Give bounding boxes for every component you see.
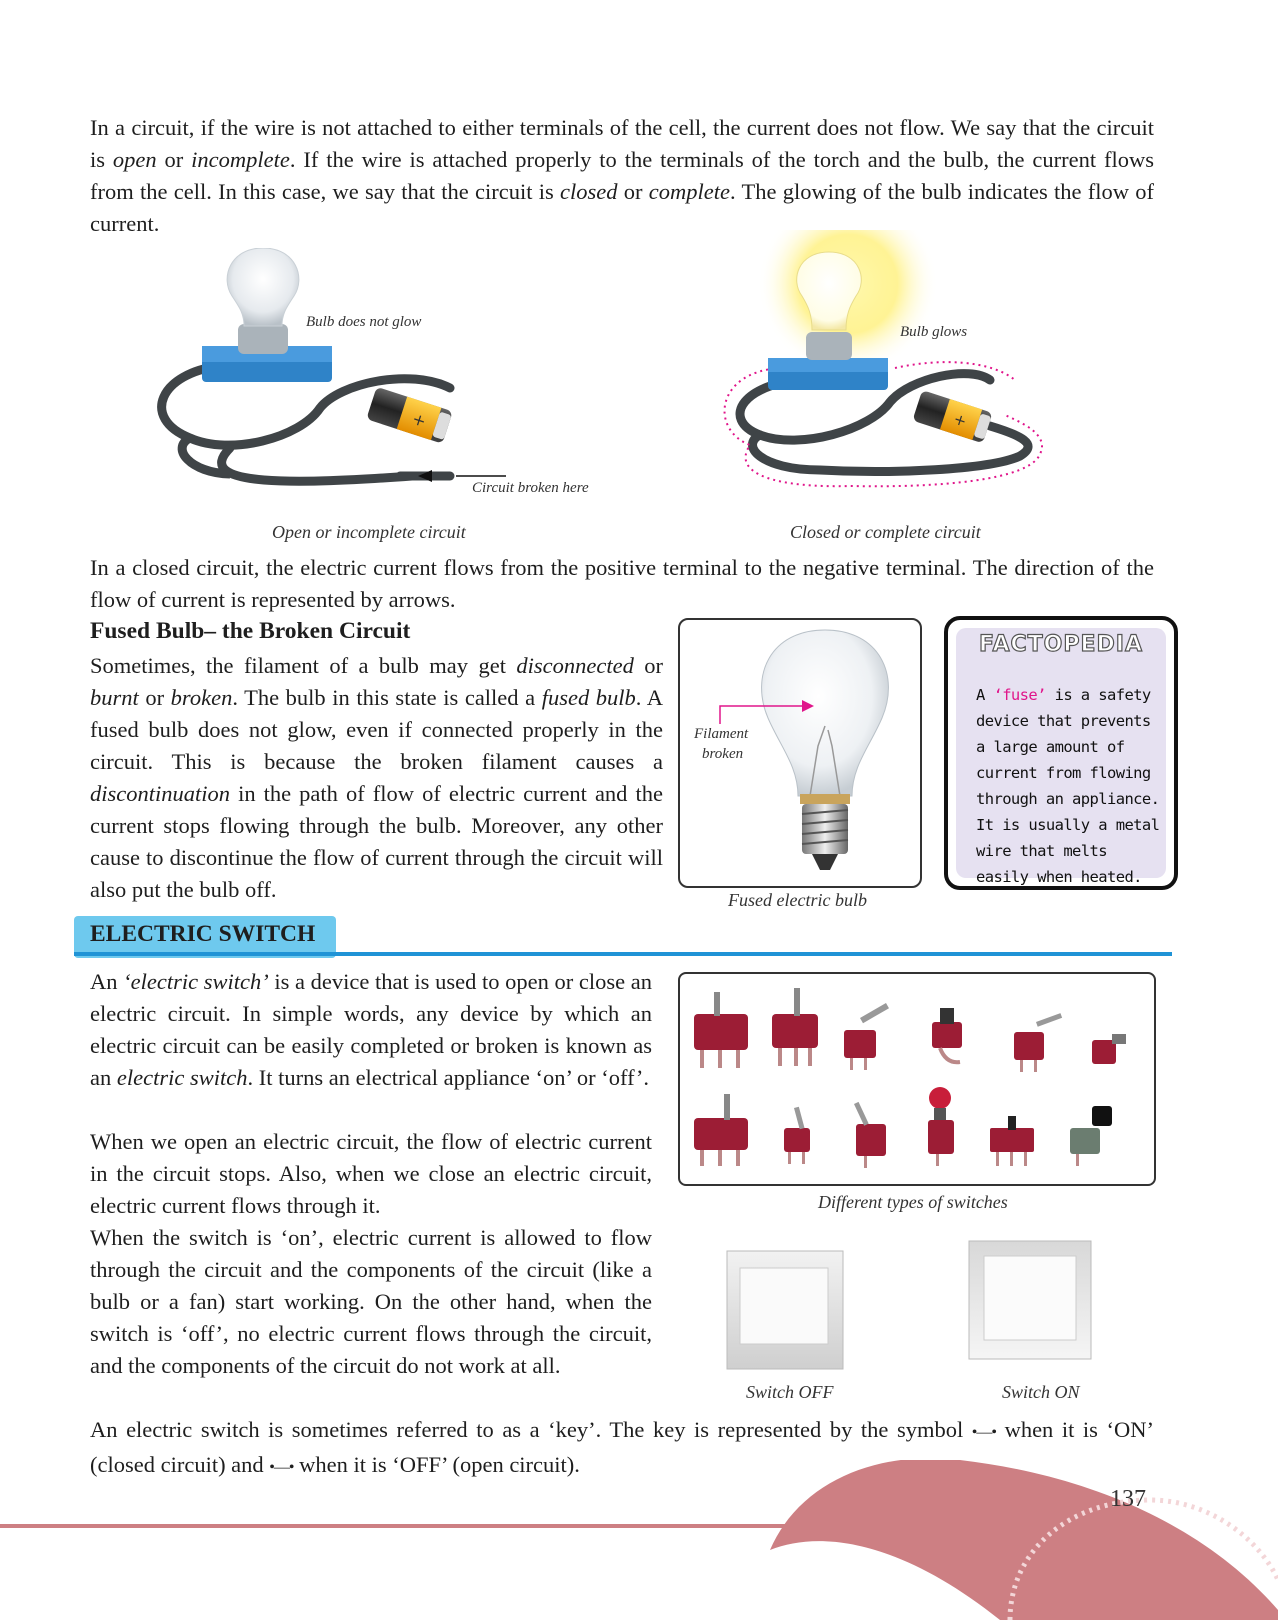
switch-off-illustration [726, 1250, 844, 1370]
switch-paragraph-1: An ‘electric switch’ is a device that is used to open or close an electric circuit. In simple words, any device by which an electric circuit can be easily completed or broken is known as an electric switch. It turns an electrical appliance ‘on’ or ‘off’. [90, 969, 652, 1090]
fused-bulb-illustration [750, 626, 900, 878]
switch-on-illustration [968, 1240, 1092, 1360]
filament-pointer [690, 690, 820, 730]
fused-bulb-caption: Fused electric bulb [728, 890, 867, 910]
label-bulb-not-glow: Bulb does not glow [306, 314, 422, 330]
toggle-switch [694, 992, 748, 1068]
push-switch [928, 1087, 954, 1166]
slide-switch [990, 1116, 1034, 1166]
fused-bulb-heading: Fused Bulb– the Broken Circuit [90, 618, 411, 644]
closed-circuit-paragraph: In a closed circuit, the electric current flows from the positive terminal to the negative terminal. The direction of the flow of current is represented by arrows. [90, 555, 1154, 612]
key-paragraph: An electric switch is sometimes referred to as a ‘key’. The key is represented by the symbol •—• when it is ‘ON’ (closed circuit) and •—• when it is ‘OFF’ (open circuit). [90, 1417, 1154, 1477]
key-on-symbol: •—• [971, 1424, 996, 1441]
bulb-glass [227, 248, 299, 326]
section-divider [74, 952, 1172, 956]
factopedia-title: FACTOPEDIA [978, 632, 1143, 657]
factopedia-box [944, 616, 1178, 890]
toggle-switch [772, 988, 818, 1066]
label-circuit-broken: Circuit broken here [472, 480, 589, 496]
key-off-symbol: •—• [269, 1459, 294, 1476]
push-switch [932, 1008, 962, 1062]
page-number: 137 [1110, 1486, 1146, 1512]
filament-label: broken [702, 746, 744, 762]
footer-arc [770, 1460, 1278, 1620]
toggle-switch [784, 1107, 810, 1164]
switch-paragraph-3: When the switch is ‘on’, electric current is allowed to flow through the circuit and the components of the circuit (like a bulb or a fan) start working. On the other hand, when the switch is ‘off’, no electric current flows through the circuit, and the components of the circuit do not work at all. [90, 1225, 652, 1378]
switches-caption: Different types of switches [818, 1192, 1008, 1212]
switch-off-caption: Switch OFF [746, 1382, 834, 1402]
fuse-term: ‘fuse’ [993, 686, 1046, 704]
switch-paragraph-2: When we open an electric circuit, the flow of electric current in the circuit stops. Also, when we close an electric circuit, electric current flows through it. [90, 1129, 652, 1218]
wire [753, 426, 1029, 471]
wire [222, 448, 412, 481]
intro-paragraph: In a circuit, if the wire is not attached to either terminals of the cell, the current does not flow. We say that the circuit is open or incomplete. If the wire is attached properly to the terminals of the torch and the bulb, the current flows from the cell. In this case, we say that the circuit is closed or complete. The glowing of the bulb indicates the flow of current. [90, 115, 1154, 236]
footer-line [0, 1524, 810, 1528]
toggle-switch [854, 1102, 886, 1168]
svg-text:+: + [409, 408, 429, 432]
switch-on-caption: Switch ON [1002, 1382, 1080, 1402]
toggle-switch [844, 1003, 889, 1070]
factopedia-text: A ‘fuse’ is a safety device that prevents a large amount of current from flowing through an appliance. It is usually a metal wire that melts easily when heated. [976, 686, 1160, 886]
switches-illustration [684, 978, 1148, 1178]
filament-label: Filament [694, 726, 749, 742]
screw-base [802, 804, 848, 870]
open-circuit-illustration [150, 248, 610, 508]
closed-circuit-caption: Closed or complete circuit [790, 522, 981, 542]
push-switch [1070, 1106, 1112, 1166]
toggle-switch [1014, 1013, 1062, 1072]
footer-decoration [0, 1460, 1278, 1620]
battery-cell [912, 390, 992, 443]
open-circuit-caption: Open or incomplete circuit [272, 522, 466, 542]
fused-bulb-figure [678, 618, 922, 888]
battery-cell [366, 387, 453, 444]
electric-switch-heading: ELECTRIC SWITCH [90, 921, 316, 947]
toggle-switch [694, 1094, 748, 1166]
push-switch [1092, 1034, 1126, 1064]
closed-circuit-illustration [720, 230, 1070, 510]
switch-types-figure [678, 972, 1156, 1186]
label-bulb-glows: Bulb glows [900, 324, 968, 340]
fused-bulb-paragraph: Sometimes, the filament of a bulb may get disconnected or burnt or broken. The bulb in this state is called a fused bulb. A fused bulb does not glow, even if connected properly in the circuit. This is because the broken filament causes a discontinuation in the path of flow of electric current and the current stops flowing through the bulb. Moreover, any other cause to discontinue the flow of current through the circuit will also put the bulb off. [90, 653, 663, 902]
svg-text:+: + [951, 409, 969, 431]
